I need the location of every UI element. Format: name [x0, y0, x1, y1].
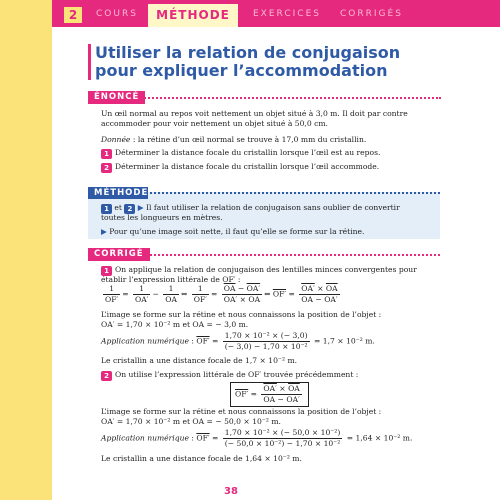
tab-methode[interactable]: MÉTHODE — [148, 4, 238, 27]
page-number: 38 — [224, 486, 238, 497]
enonce-donnee: Donnée : la rétine d’un œil normal se trouve à 17,0 mm du cristallin. — [101, 135, 367, 144]
methode-divider — [150, 192, 440, 194]
chapter-number: 2 — [64, 7, 82, 23]
corrige-divider — [145, 254, 440, 256]
corrige-p1-line2: établir l’expression littérale de OF′ : — [101, 275, 241, 284]
arrow-right-icon: ▶ — [101, 227, 110, 236]
corrige-p2-conclusion: Le cristallin a une distance focale de 1,64 × 10⁻² m. — [101, 454, 302, 463]
arrow-right-icon: ▶ — [135, 203, 144, 212]
application-numerique-2: Application numérique : OF′ = $\frac{\text{1,70 × 10⁻² × (− 50,0 × 10⁻²)}}{\text{(− 50,0 × 10⁻²) − 1,70 × 10⁻²}}$ = 1,64 × 10⁻² m. — [101, 428, 413, 448]
tab-corriges[interactable]: CORRIGÉS — [340, 9, 403, 19]
page-title: Utiliser la relation de conjugaison pour expliquer l’accommodation — [95, 43, 401, 80]
methode-line3: ▶ Pour qu’une image soit nette, il faut qu’elle se forme sur la rétine. — [101, 227, 365, 236]
enonce-line1: Un œil normal au repos voit nettement un objet situé à 3,0 m. Il doit par contre — [101, 109, 408, 118]
title-accent-bar — [88, 44, 91, 80]
corrige-heading: CORRIGÉ — [88, 248, 150, 261]
corrige-p1-image-line1: L’image se forme sur la rétine et nous connaissons la position de l’objet : — [101, 310, 382, 319]
enonce-divider — [141, 97, 441, 99]
corrige-p1-conclusion: Le cristallin a une distance focale de 1,7 × 10⁻² m. — [101, 356, 298, 365]
number-badge: 1 — [101, 266, 112, 276]
methode-line1: 1 et 2 ▶ Il faut utiliser la relation de conjugaison sans oublier de convertir — [101, 203, 431, 214]
enonce-line2: accommoder pour voir nettement un objet situé à 50,0 cm. — [101, 119, 328, 128]
enonce-question-2: 2 Déterminer la distance focale du cristallin lorsque l’œil accommode. — [101, 162, 431, 173]
corrige-p2-line1: 2 On utilise l’expression littérale de OF′ trouvée précédemment : — [101, 370, 431, 381]
tab-cours[interactable]: COURS — [96, 9, 138, 19]
methode-heading: MÉTHODE — [88, 187, 148, 199]
number-badge: 1 — [101, 149, 112, 159]
boxed-formula: OF′ = $\frac{OA' \times \overline{OA}}{\overline{OA} - OA'}$ — [230, 382, 309, 407]
conjugation-formula: $\frac{1}{OF'}$ = $\frac{1}{OA'}$ − $\frac{1}{OA}$ ⇔ $\frac{1}{OF'}$ = $\frac{\overline{OA} - OA'}{OA' \times \overline{OA}}$ ⇔ OF′ = $\frac{OA' \times \overline{OA}}{\overline{OA} - OA'}$ — [105, 284, 338, 304]
application-numerique-1: Application numérique : OF′ = $\frac{\text{1,70 × 10⁻² × (− 3,0)}}{\text{(− 3,0) − 1,70 × 10⁻²}}$ = 1,7 × 10⁻² m. — [101, 331, 375, 351]
corrige-p2-image-line2: OA′ = 1,70 × 10⁻² m et OA = − 50,0 × 10⁻² m. — [101, 417, 281, 426]
corrige-p1-image-line2: OA′ = 1,70 × 10⁻² m et OA = − 3,0 m. — [101, 320, 249, 329]
corrige-p1-line1: 1 On applique la relation de conjugaison des lentilles minces convergentes pour — [101, 265, 431, 276]
methode-line2: toutes les longueurs en mètres. — [101, 213, 223, 222]
enonce-question-1: 1 Déterminer la distance focale du cristallin lorsque l’œil est au repos. — [101, 148, 431, 159]
tab-exercices[interactable]: EXERCICES — [253, 9, 321, 19]
number-badge: 2 — [101, 163, 112, 173]
corrige-p2-image-line1: L’image se forme sur la rétine et nous connaissons la position de l’objet : — [101, 407, 382, 416]
enonce-heading: ÉNONCÉ — [88, 91, 145, 104]
left-color-band — [0, 0, 52, 500]
number-badge: 2 — [101, 371, 112, 381]
